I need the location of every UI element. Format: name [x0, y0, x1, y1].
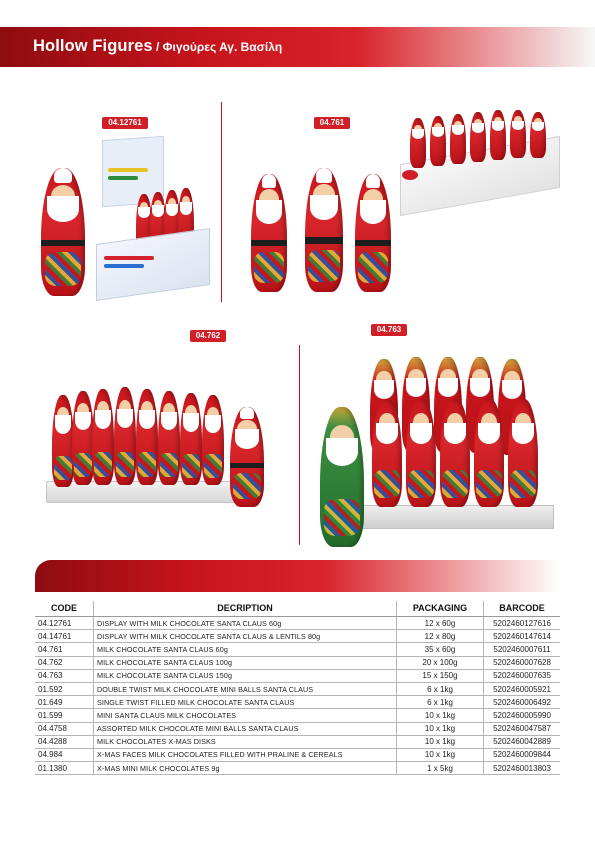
cell-description: SINGLE TWIST FILLED MILK CHOCOLATE SANTA CLAUS	[94, 696, 397, 709]
page-title-sub: / Φιγούρες Αγ. Βασίλη	[152, 40, 283, 54]
product-code-badge: 04.761	[314, 117, 350, 129]
cell-code: 04.763	[35, 669, 94, 682]
cell-description: DISPLAY WITH MILK CHOCOLATE SANTA CLAUS 60g	[94, 617, 397, 630]
column-header-barcode: BARCODE	[484, 601, 561, 617]
table-row	[35, 617, 560, 630]
cell-packaging: 35 x 60g	[397, 643, 484, 656]
cell-code: 04.762	[35, 656, 94, 669]
cell-packaging: 1 x 5kg	[397, 762, 484, 775]
product-image-display-box	[35, 150, 215, 305]
cell-packaging: 10 x 1kg	[397, 709, 484, 722]
cell-barcode: 5202460007628	[484, 656, 561, 669]
cell-packaging: 20 x 100g	[397, 656, 484, 669]
table-row	[35, 735, 560, 748]
cell-code: 04.12761	[35, 617, 94, 630]
divider-top	[221, 102, 222, 302]
cell-description: DISPLAY WITH MILK CHOCOLATE SANTA CLAUS & LENTILS 80g	[94, 630, 397, 643]
column-header-code: CODE	[35, 601, 94, 617]
table-row	[35, 669, 560, 682]
santa-figure	[355, 174, 391, 292]
cell-description: MILK CHOCOLATE SANTA CLAUS 150g	[94, 669, 397, 682]
cell-barcode: 5202460009844	[484, 748, 561, 761]
column-header-description: DECRIPTION	[94, 601, 397, 617]
table-row	[35, 656, 560, 669]
cell-packaging: 12 x 60g	[397, 617, 484, 630]
cell-description: DOUBLE TWIST MILK CHOCOLATE MINI BALLS SANTA CLAUS	[94, 682, 397, 695]
cell-packaging: 10 x 1kg	[397, 748, 484, 761]
santa-figure	[305, 168, 343, 292]
cell-barcode: 5202460013803	[484, 762, 561, 775]
cell-description: ASSORTED MILK CHOCOLATE MINI BALLS SANTA CLAUS	[94, 722, 397, 735]
cell-barcode: 5202460007611	[484, 643, 561, 656]
cell-description: MILK CHOCOLATE SANTA CLAUS 60g	[94, 643, 397, 656]
cell-barcode: 5202460042889	[484, 735, 561, 748]
santa-figure	[251, 174, 287, 292]
table-row	[35, 643, 560, 656]
table-row	[35, 696, 560, 709]
page-title	[33, 37, 282, 56]
product-code-badge: 04.762	[190, 330, 226, 342]
cell-barcode: 5202460147614	[484, 630, 561, 643]
cell-code: 01.649	[35, 696, 94, 709]
table-row	[35, 709, 560, 722]
product-code-badge: 04.12761	[102, 117, 148, 129]
cell-description: MILK CHOCOLATES X-MAS DISKS	[94, 735, 397, 748]
cell-code: 01.592	[35, 682, 94, 695]
page-title-main: Hollow Figures	[33, 37, 153, 55]
cell-description: MILK CHOCOLATE SANTA CLAUS 100g	[94, 656, 397, 669]
santa-figure	[230, 407, 264, 507]
cell-packaging: 10 x 1kg	[397, 735, 484, 748]
cell-barcode: 5202460007635	[484, 669, 561, 682]
cell-code: 01.1380	[35, 762, 94, 775]
table-row	[35, 630, 560, 643]
column-header-packaging: PACKAGING	[397, 601, 484, 617]
table-header-banner	[35, 560, 560, 592]
product-image-carton	[400, 110, 560, 205]
cell-code: 01.599	[35, 709, 94, 722]
display-box	[96, 138, 211, 300]
page-header-banner	[0, 27, 595, 67]
products-table	[35, 601, 560, 775]
divider-bottom	[299, 345, 300, 545]
cell-packaging: 6 x 1kg	[397, 696, 484, 709]
cell-barcode: 5202460127616	[484, 617, 561, 630]
table-row	[35, 722, 560, 735]
cell-barcode: 5202460006492	[484, 696, 561, 709]
cell-description: MINI SANTA CLAUS MILK CHOCOLATES	[94, 709, 397, 722]
table-row	[35, 762, 560, 775]
table-row	[35, 748, 560, 761]
cell-barcode: 5202460005990	[484, 709, 561, 722]
cell-code: 04.761	[35, 643, 94, 656]
cell-barcode: 5202460005921	[484, 682, 561, 695]
table-header-row	[35, 601, 560, 617]
cell-description: X-MAS MINI MILK CHOCOLATES 9g	[94, 762, 397, 775]
santa-figure	[320, 407, 364, 547]
cell-packaging: 10 x 1kg	[397, 722, 484, 735]
product-image-santa-100g	[42, 385, 282, 510]
cell-barcode: 5202460047587	[484, 722, 561, 735]
cell-packaging: 12 x 80g	[397, 630, 484, 643]
table-row	[35, 682, 560, 695]
product-image-santa-150g	[312, 355, 562, 550]
product-code-badge: 04.763	[371, 324, 407, 336]
product-image-santa-60g	[245, 168, 395, 303]
cell-code: 04.984	[35, 748, 94, 761]
cell-code: 04.4758	[35, 722, 94, 735]
cell-description: X-MAS FACES MILK CHOCOLATES FILLED WITH PRALINE & CEREALS	[94, 748, 397, 761]
santa-figure	[41, 168, 85, 296]
cell-packaging: 15 x 150g	[397, 669, 484, 682]
cell-code: 04.4288	[35, 735, 94, 748]
cell-code: 04.14761	[35, 630, 94, 643]
cell-packaging: 6 x 1kg	[397, 682, 484, 695]
